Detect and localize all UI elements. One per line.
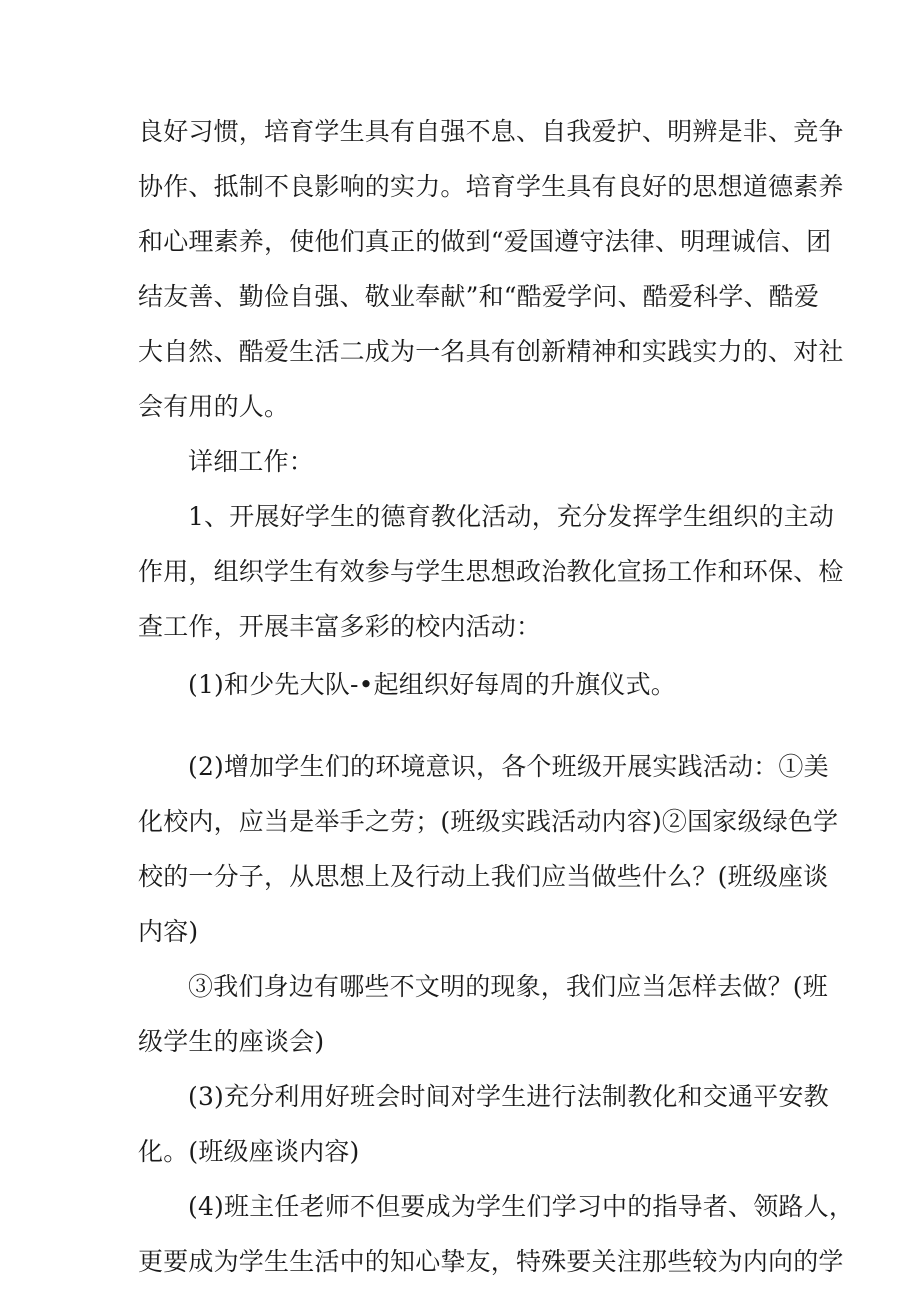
paragraph-line: 和心理素养，使他们真正的做到“爱国遵守法律、明理诚信、团 bbox=[138, 227, 832, 256]
paragraph-line: 级学生的座谈会) bbox=[138, 1027, 325, 1056]
paragraph-line: 大自然、酷爱生活二成为一名具有创新精神和实践实力的、对社 bbox=[138, 337, 844, 366]
paragraph-line: 协作、抵制不良影响的实力。培育学生具有良好的思想道德素养 bbox=[138, 172, 844, 201]
paragraph-line: 校的一分子，从思想上及行动上我们应当做些什么？(班级座谈 bbox=[138, 862, 829, 891]
paragraph-line: 结友善、勤俭自强、敬业奉献”和“酷爱学问、酷爱科学、酷爱 bbox=[138, 282, 820, 311]
section-heading: 详细工作： bbox=[188, 447, 315, 476]
paragraph-line: 良好习惯，培育学生具有自强不息、自我爱护、明辨是非、竞争 bbox=[138, 117, 844, 146]
list-item: (1)和少先大队-•起组织好每周的升旗仪式。 bbox=[188, 670, 677, 699]
list-item: (2)增加学生们的环境意识，各个班级开展实践活动：①美 bbox=[188, 752, 829, 781]
paragraph-line: 化。(班级座谈内容) bbox=[138, 1137, 360, 1166]
paragraph-line: 会有用的人。 bbox=[138, 392, 290, 421]
paragraph-line: 作用，组织学生有效参与学生思想政治教化宣扬工作和环保、检 bbox=[138, 557, 844, 586]
paragraph-line: 1、开展好学生的德育教化活动，充分发挥学生组织的主动 bbox=[188, 502, 835, 531]
list-item: (3)充分利用好班会时间对学生进行法制教化和交通平安教 bbox=[188, 1082, 829, 1111]
paragraph-line: 更要成为学生生活中的知心挚友，特殊要关注那些较为内向的学 bbox=[138, 1247, 844, 1276]
paragraph-line: 查工作，开展丰富多彩的校内活动： bbox=[138, 612, 542, 641]
paragraph-line: 化校内，应当是举手之劳；(班级实践活动内容)②国家级绿色学 bbox=[138, 807, 839, 836]
paragraph-line: 内容) bbox=[138, 917, 199, 946]
list-item: (4)班主任老师不但要成为学生们学习中的指导者、领路人， bbox=[188, 1192, 855, 1221]
list-item: ③我们身边有哪些不文明的现象，我们应当怎样去做？(班 bbox=[188, 972, 828, 1001]
